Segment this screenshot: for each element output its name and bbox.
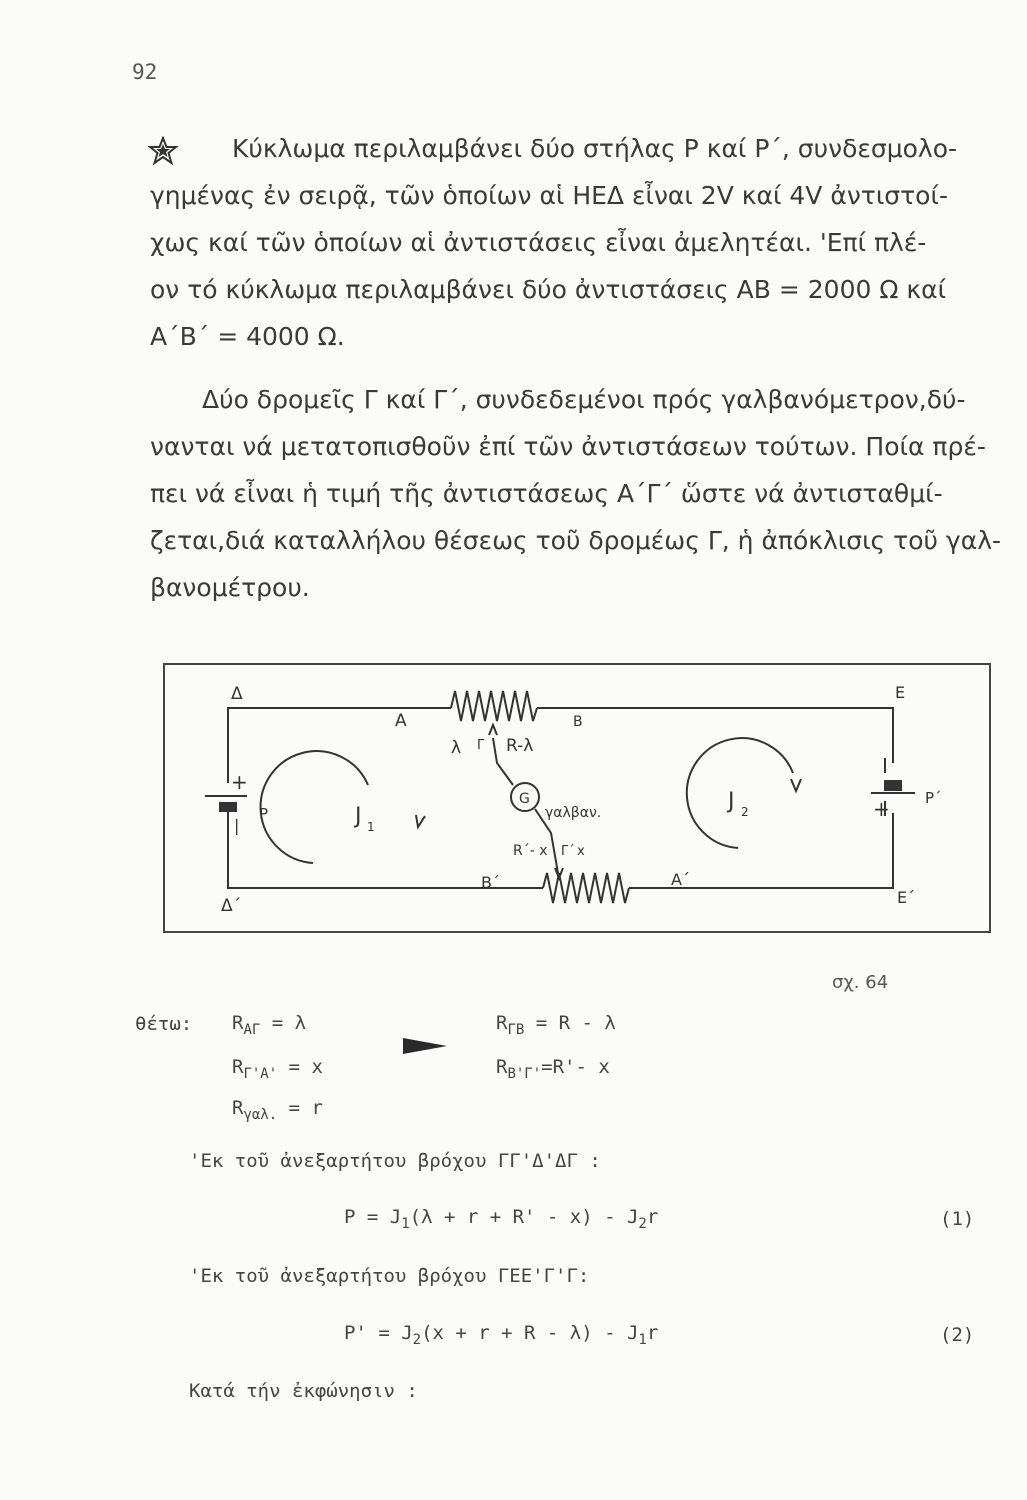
bottom-resistor-ab-prime xyxy=(543,873,629,903)
loop2-equation xyxy=(344,1322,658,1348)
label-b-prime: B΄ xyxy=(481,873,500,892)
label-galvanometer: γαλβαν. xyxy=(545,805,602,821)
label-gamma-prime: Γ΄ xyxy=(561,844,575,859)
setup-symbol: R xyxy=(232,1097,244,1119)
label-j2-sub: 2 xyxy=(741,805,749,819)
eq-subscript: 1 xyxy=(638,1332,647,1348)
label-delta: Δ xyxy=(231,684,243,704)
setup-symbol: R xyxy=(496,1012,508,1034)
setup-value: = R - λ xyxy=(524,1012,616,1034)
eq-part: (λ + r + R' - x) - J xyxy=(409,1206,639,1228)
label-x: x xyxy=(577,844,585,859)
setup-value: = λ xyxy=(260,1012,307,1034)
footer-text: Κατά τήν ἐκφώνησιν : xyxy=(189,1380,418,1402)
problem-line: χως καί τῶν ὁποίων αἱ ἀντιστάσεις εἶναι ἀμελητέαι. 'Επί πλέ- xyxy=(150,228,927,257)
question-statement xyxy=(150,376,1002,611)
setup-value: = x xyxy=(277,1056,323,1078)
top-wire-right xyxy=(537,708,893,763)
setup-symbol: R xyxy=(232,1056,244,1078)
setup-heading: θέτω: xyxy=(135,1013,193,1035)
label-j1-sub: 1 xyxy=(367,820,375,834)
label-gamma: Γ xyxy=(477,738,485,753)
setup-right-row xyxy=(496,1056,610,1082)
setup-subscript: Β'Γ' xyxy=(507,1066,542,1082)
setup-left-row xyxy=(232,1097,323,1123)
bottom-wire-right xyxy=(629,813,893,888)
setup-left-row xyxy=(232,1056,323,1082)
label-r-minus-lambda: R-λ xyxy=(506,736,534,756)
loop-j2-arc xyxy=(687,738,793,848)
top-resistor-ab xyxy=(451,691,537,721)
loop-j1-arc xyxy=(261,751,368,863)
setup-symbol: R xyxy=(232,1012,244,1034)
label-a: A xyxy=(395,711,407,731)
setup-subscript: ΑΓ xyxy=(243,1022,261,1038)
setup-subscript: Γ'Α' xyxy=(243,1066,278,1082)
label-b: B xyxy=(573,714,583,730)
label-j2: J xyxy=(728,789,735,814)
eq-subscript: 2 xyxy=(638,1216,647,1232)
label-j1: J xyxy=(355,804,362,829)
battery-pprime-plus: + xyxy=(873,797,890,821)
loop1-text: 'Εκ τοῦ ἀνεξαρτήτου βρόχου ΓΓ'Δ'ΔΓ : xyxy=(189,1150,601,1172)
problem-line: γημένας ἐν σειρᾷ, τῶν ὁποίων αἱ ΗΕΔ εἶναι 2V καί 4V ἀντιστοί- xyxy=(150,181,948,210)
label-lambda: λ xyxy=(451,738,462,758)
question-line: βανομέτρου. xyxy=(150,573,310,602)
setup-left-row xyxy=(232,1012,306,1038)
problem-line: ον τό κύκλωμα περιλαμβάνει δύο ἀντιστάσεις AB = 2000 Ω καί xyxy=(150,275,947,304)
label-r-prime-minus-x: R΄- x xyxy=(513,843,548,859)
figure-caption: σχ. 64 xyxy=(832,972,889,993)
question-line: Δύο δρομεῖς Γ καί Γ΄, συνδεδεμένοι πρός γαλβανόμετρον,δύ- xyxy=(202,385,966,414)
label-a-prime: A΄ xyxy=(671,870,690,889)
setup-subscript: ΓΒ xyxy=(507,1022,525,1038)
equation-number-2: (2) xyxy=(940,1324,975,1346)
setup-value: =R'- x xyxy=(541,1056,610,1078)
loop1-equation xyxy=(344,1206,658,1232)
equation-number-1: (1) xyxy=(940,1208,975,1230)
battery-pprime-short-plate xyxy=(885,781,901,790)
question-line: ζεται,διά καταλλήλου θέσεως τοῦ δρομέως Γ, ἡ ἀπόκλισις τοῦ γαλ- xyxy=(150,526,1002,555)
circuit-diagram xyxy=(163,663,991,933)
eq-part: (x + r + R - λ) - J xyxy=(421,1322,639,1344)
implies-arrow-icon xyxy=(403,1038,447,1054)
label-p: P xyxy=(259,805,269,823)
slider-gamma-arrow xyxy=(489,725,497,735)
eq-subscript: 2 xyxy=(412,1332,422,1348)
eq-subscript: 1 xyxy=(401,1216,410,1232)
problem-line: A΄B΄ = 4000 Ω. xyxy=(150,322,345,351)
problem-line: Κύκλωμα περιλαμβάνει δύο στήλας P καί P΄, συνδεσμολο- xyxy=(232,134,958,163)
galvanometer-symbol: G xyxy=(519,791,530,807)
question-line: νανται νά μετατοπισθοῦν ἐπί τῶν ἀντιστάσεων τούτων. Ποία πρέ- xyxy=(150,432,986,461)
battery-p-plus: + xyxy=(231,770,248,794)
label-e: E xyxy=(895,683,906,702)
figure-frame xyxy=(164,664,990,932)
setup-right-row xyxy=(496,1012,616,1038)
battery-p-minus: | xyxy=(234,816,240,835)
page-number: 92 xyxy=(132,60,158,84)
question-line: πει νά εἶναι ἡ τιμή τῆς ἀντιστάσεως A΄Γ΄ ὥστε νά ἀντισταθμί- xyxy=(150,479,943,508)
eq-part: P' = J xyxy=(344,1322,413,1344)
label-delta-prime: Δ΄ xyxy=(221,896,242,916)
eq-part: P = J xyxy=(344,1206,402,1228)
eq-part: r xyxy=(646,1206,659,1228)
setup-symbol: R xyxy=(496,1056,508,1078)
loop-j1-arrowhead xyxy=(416,815,425,827)
label-e-prime: E΄ xyxy=(897,888,916,907)
setup-value: = r xyxy=(277,1097,323,1119)
battery-p-short-plate xyxy=(220,803,236,811)
loop2-text: 'Εκ τοῦ ἀνεξαρτήτου βρόχου ΓΕΕ'Γ'Γ: xyxy=(189,1265,590,1287)
loop-j2-arrowhead xyxy=(791,779,801,791)
setup-subscript: γαλ. xyxy=(243,1107,278,1123)
top-wire xyxy=(228,708,451,783)
label-p-prime: P΄ xyxy=(925,789,942,807)
eq-part: r xyxy=(646,1322,659,1344)
problem-statement xyxy=(150,125,990,360)
